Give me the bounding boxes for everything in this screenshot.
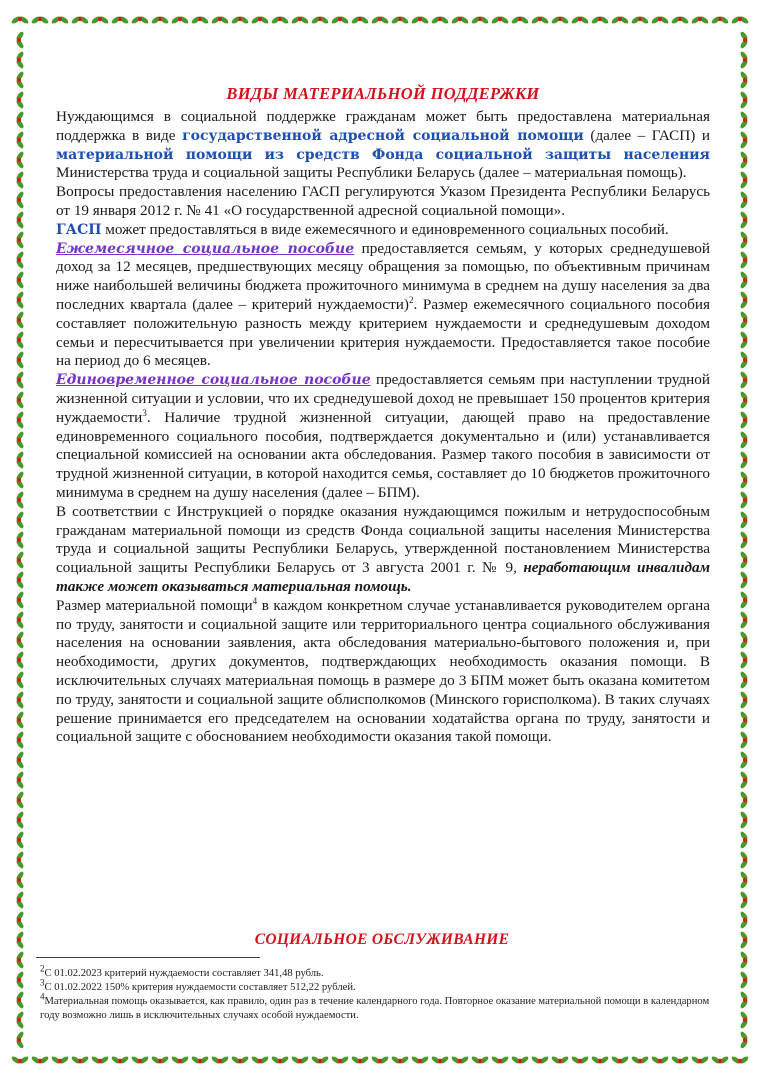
monthly-allowance-heading: Ежемесячное социальное пособие — [56, 240, 355, 257]
holly-sprig-icon — [739, 591, 749, 610]
holly-sprig-icon — [151, 15, 170, 25]
holly-sprig-icon — [591, 15, 610, 25]
holly-sprig-icon — [15, 611, 25, 630]
holly-sprig-icon — [251, 15, 270, 25]
holly-sprig-icon — [15, 731, 25, 750]
holly-sprig-icon — [15, 711, 25, 730]
holly-sprig-icon — [111, 15, 130, 25]
holly-sprig-icon — [691, 1055, 710, 1065]
holly-sprig-icon — [15, 871, 25, 890]
holly-sprig-icon — [739, 51, 749, 70]
holly-sprig-icon — [391, 1055, 410, 1065]
holly-sprig-icon — [15, 151, 25, 170]
holly-sprig-icon — [739, 891, 749, 910]
holly-sprig-icon — [15, 331, 25, 350]
holly-sprig-icon — [511, 15, 530, 25]
holly-sprig-icon — [311, 15, 330, 25]
holly-sprig-icon — [739, 631, 749, 650]
holly-sprig-icon — [739, 131, 749, 150]
monthly-text-1: предоставляется семьям, у которых среднедушевой доход за 12 месяцев, предшествующих месяцу обращения за помощью, по объективным причинам ниже наибольшей величины бюджета прожиточного минимума в среднем на душу населения за два последних квартала (далее – критерий нуждаемости) — [56, 239, 710, 313]
holly-sprig-icon — [15, 291, 25, 310]
footnote-number: 3 — [40, 977, 45, 988]
holly-sprig-icon — [431, 15, 450, 25]
holly-sprig-icon — [739, 1031, 749, 1050]
holly-sprig-icon — [15, 591, 25, 610]
holly-sprig-icon — [739, 291, 749, 310]
holly-sprig-icon — [411, 15, 430, 25]
footnote-number: 2 — [40, 963, 45, 974]
holly-sprig-icon — [15, 351, 25, 370]
holly-sprig-icon — [511, 1055, 530, 1065]
holly-sprig-icon — [739, 831, 749, 850]
holly-sprig-icon — [15, 1011, 25, 1030]
holly-sprig-icon — [131, 1055, 150, 1065]
holly-sprig-icon — [739, 451, 749, 470]
lump-sum-allowance-heading: Единовременное социальное пособие — [56, 372, 371, 389]
holly-sprig-icon — [15, 831, 25, 850]
holly-sprig-icon — [111, 1055, 130, 1065]
holly-sprig-icon — [15, 971, 25, 990]
holly-sprig-icon — [739, 271, 749, 290]
holly-sprig-icon — [739, 411, 749, 430]
holly-sprig-icon — [739, 691, 749, 710]
holly-sprig-icon — [739, 331, 749, 350]
holly-sprig-icon — [331, 15, 350, 25]
footnote-text: С 01.02.2022 150% критерия нуждаемости составляет 512,22 рублей. — [44, 982, 356, 993]
holly-sprig-icon — [91, 1055, 110, 1065]
intro-text-3: Министерства труда и социальной защиты Республики Беларусь (далее – материальная помощь). — [56, 164, 687, 182]
holly-sprig-icon — [739, 851, 749, 870]
holly-sprig-icon — [739, 751, 749, 770]
aid-amount-text-1: Размер материальной помощи — [56, 596, 253, 614]
holly-sprig-icon — [351, 1055, 370, 1065]
holly-sprig-icon — [739, 711, 749, 730]
holly-sprig-icon — [15, 811, 25, 830]
holly-sprig-icon — [15, 571, 25, 590]
holly-sprig-icon — [271, 15, 290, 25]
holly-sprig-icon — [331, 1055, 350, 1065]
holly-sprig-icon — [531, 1055, 550, 1065]
holly-sprig-icon — [15, 551, 25, 570]
holly-sprig-icon — [211, 15, 230, 25]
holly-sprig-icon — [591, 1055, 610, 1065]
holly-sprig-icon — [739, 611, 749, 630]
holly-sprig-icon — [15, 271, 25, 290]
holly-sprig-icon — [739, 251, 749, 270]
intro-text-1: Нуждающимся в социальной поддержке гражданам может быть предоставлена материальная поддержка в виде — [56, 108, 710, 144]
holly-sprig-icon — [371, 1055, 390, 1065]
monthly-text-2: . Размер ежемесячного социального пособия составляет положительную разность между критерием нуждаемости и среднедушевым доходом семьи и пересчитывается при увеличении критерия нуждаемости. Предоставляется такое пособие на период до 6 месяцев. — [56, 295, 710, 370]
holly-sprig-icon — [739, 511, 749, 530]
footnote-3 — [40, 977, 710, 995]
holly-sprig-icon — [631, 1055, 650, 1065]
holly-sprig-icon — [15, 171, 25, 190]
lump-sum-text-1: предоставляется семьям при наступлении трудной жизненной ситуации и условии, что их среднедушевой доход не превышает 150 процентов критерия нуждаемости — [56, 371, 710, 426]
holly-sprig-icon — [739, 71, 749, 90]
holly-sprig-icon — [15, 231, 25, 250]
holly-sprig-icon — [15, 511, 25, 530]
holly-sprig-icon — [15, 951, 25, 970]
holly-sprig-icon — [211, 1055, 230, 1065]
holly-sprig-icon — [739, 671, 749, 690]
holly-sprig-icon — [15, 911, 25, 930]
footnote-separator — [36, 957, 260, 958]
holly-sprig-icon — [451, 1055, 470, 1065]
holly-sprig-icon — [15, 891, 25, 910]
holly-sprig-icon — [15, 1031, 25, 1050]
holly-sprig-icon — [15, 71, 25, 90]
holly-sprig-icon — [571, 15, 590, 25]
paragraph-gasp-forms — [56, 221, 710, 240]
footnote-text: Материальная помощь оказывается, как правило, один раз в течение календарного года. Повторное оказание материальной помощи в календарном году возможно лишь в исключительных случаях особой нуждаемости. — [40, 996, 710, 1021]
holly-sprig-icon — [191, 15, 210, 25]
holly-sprig-icon — [15, 791, 25, 810]
intro-text-2: (далее – ГАСП) и — [583, 126, 710, 144]
holly-sprig-icon — [71, 15, 90, 25]
holly-sprig-icon — [391, 15, 410, 25]
section-title-social-services: СОЦИАЛЬНОЕ ОБСЛУЖИВАНИЕ — [254, 931, 510, 948]
holly-sprig-icon — [691, 15, 710, 25]
holly-sprig-icon — [15, 391, 25, 410]
gasp-forms-text: может предоставляться в виде ежемесячного и единовременного социальных пособий. — [101, 220, 669, 238]
holly-sprig-icon — [451, 15, 470, 25]
holly-sprig-icon — [15, 91, 25, 110]
holly-sprig-icon — [671, 15, 690, 25]
footnote-ref-4: 4 — [252, 595, 258, 606]
holly-sprig-icon — [15, 111, 25, 130]
holly-sprig-icon — [15, 671, 25, 690]
holly-sprig-icon — [739, 431, 749, 450]
footnote-4 — [40, 991, 710, 1023]
footnote-ref-2: 2 — [408, 294, 414, 305]
holly-sprig-icon — [739, 571, 749, 590]
holly-sprig-icon — [739, 791, 749, 810]
holly-sprig-icon — [739, 311, 749, 330]
holly-sprig-icon — [15, 411, 25, 430]
holly-sprig-icon — [15, 251, 25, 270]
holly-sprig-icon — [471, 1055, 490, 1065]
holly-sprig-icon — [31, 15, 50, 25]
holly-sprig-icon — [15, 491, 25, 510]
holly-sprig-icon — [739, 771, 749, 790]
holly-sprig-icon — [191, 1055, 210, 1065]
lump-sum-text-2: . Наличие трудной жизненной ситуации, дающей право на предоставление единовременного социального пособия, подтверждается документально и (или) устанавливается специальной комиссией на основании акта обследования. Размер такого пособия в зависимости от трудной жизненной ситуации, в которой находится семья, составляет до 10 бюджетов прожиточного минимума в среднем на душу населения (далее – БПМ). — [56, 408, 710, 501]
holly-sprig-icon — [131, 15, 150, 25]
holly-sprig-icon — [31, 1055, 50, 1065]
holly-sprig-icon — [739, 151, 749, 170]
holly-sprig-icon — [491, 1055, 510, 1065]
holly-sprig-icon — [311, 1055, 330, 1065]
holly-sprig-icon — [15, 991, 25, 1010]
holly-sprig-icon — [731, 1055, 750, 1065]
holly-sprig-icon — [739, 811, 749, 830]
holly-sprig-icon — [15, 371, 25, 390]
holly-sprig-icon — [739, 991, 749, 1010]
paragraph-aid-amount — [56, 597, 710, 747]
paragraph-intro — [56, 108, 710, 183]
holly-sprig-icon — [651, 15, 670, 25]
holly-sprig-icon — [739, 111, 749, 130]
holly-sprig-icon — [15, 471, 25, 490]
holly-sprig-icon — [739, 171, 749, 190]
holly-sprig-icon — [739, 551, 749, 570]
aid-amount-text-2: в каждом конкретном случае устанавливается руководителем органа по труду, занятости и социальной защите или территориального центра социального обслуживания населения на основании заявления, акта обследования материально-бытового положения и, при необходимости, других документов, подтверждающих необходимость оказания помощи. В исключительных случаях материальная помощь в размере до 3 БПМ может быть оказана комитетом по труду, занятости и социальной защите облисполкомов (Минского горисполкома). В таких случаях решение принимается его председателем на основании ходатайства органа по труду, занятости и социальной защите с обоснованием необходимости оказания такой помощи. — [56, 596, 710, 746]
holly-sprig-icon — [739, 731, 749, 750]
holly-sprig-icon — [15, 651, 25, 670]
instruction-text: В соответствии с Инструкцией о порядке оказания нуждающимся пожилым и нетрудоспособным гражданам материальной помощи из средств Фонда социальной защиты населения Министерства труда и социальной защиты Республики Беларусь, утвержденной постановлением Министерства социальной защиты Республики Беларусь от 3 августа 2001 г. № 9, — [56, 502, 710, 577]
holly-sprig-icon — [11, 1055, 30, 1065]
holly-sprig-icon — [551, 1055, 570, 1065]
document-body — [56, 84, 710, 747]
holly-sprig-icon — [15, 451, 25, 470]
holly-sprig-icon — [15, 851, 25, 870]
holly-sprig-icon — [15, 131, 25, 150]
holly-sprig-icon — [15, 431, 25, 450]
holly-sprig-icon — [711, 15, 730, 25]
holly-sprig-icon — [471, 15, 490, 25]
holly-sprig-icon — [491, 15, 510, 25]
holly-sprig-icon — [91, 15, 110, 25]
holly-sprig-icon — [739, 1011, 749, 1030]
holly-sprig-icon — [739, 231, 749, 250]
holly-sprig-icon — [291, 15, 310, 25]
holly-sprig-icon — [739, 531, 749, 550]
footnote-2 — [40, 963, 710, 981]
holly-sprig-icon — [231, 1055, 250, 1065]
holly-sprig-icon — [15, 51, 25, 70]
holly-sprig-icon — [739, 211, 749, 230]
footnote-number: 4 — [40, 991, 45, 1002]
holly-sprig-icon — [611, 1055, 630, 1065]
holly-sprig-icon — [739, 471, 749, 490]
holly-sprig-icon — [151, 1055, 170, 1065]
holly-sprig-icon — [739, 871, 749, 890]
holly-sprig-icon — [15, 771, 25, 790]
holly-sprig-icon — [251, 1055, 270, 1065]
holly-sprig-icon — [15, 691, 25, 710]
holly-sprig-icon — [551, 15, 570, 25]
holly-sprig-icon — [739, 971, 749, 990]
holly-sprig-icon — [371, 15, 390, 25]
footnote-text: С 01.02.2023 критерий нуждаемости составляет 341,48 рубль. — [44, 968, 324, 979]
holly-sprig-icon — [15, 31, 25, 50]
holly-sprig-icon — [711, 1055, 730, 1065]
paragraph-monthly-allowance — [56, 240, 710, 372]
holly-sprig-icon — [731, 15, 750, 25]
holly-sprig-icon — [11, 15, 30, 25]
footnote-ref-3: 3 — [142, 407, 147, 418]
holly-sprig-icon — [671, 1055, 690, 1065]
emphasis-fund: материальной помощи из средств Фонда социальной защиты населения — [56, 146, 710, 163]
holly-sprig-icon — [571, 1055, 590, 1065]
emphasis-gasp-short: ГАСП — [56, 221, 102, 238]
holly-sprig-icon — [171, 15, 190, 25]
holly-sprig-icon — [739, 191, 749, 210]
holly-sprig-icon — [51, 1055, 70, 1065]
emphasis-gasp: государственной адресной социальной помощи — [182, 127, 584, 144]
paragraph-decree: Вопросы предоставления населению ГАСП регулируются Указом Президента Республики Беларусь от 19 января 2012 г. № 41 «О государственной адресной социальной помощи». — [56, 183, 710, 219]
holly-sprig-icon — [531, 15, 550, 25]
holly-sprig-icon — [739, 911, 749, 930]
holly-sprig-icon — [271, 1055, 290, 1065]
paragraph-lump-sum-allowance — [56, 371, 710, 503]
page-title: ВИДЫ МАТЕРИАЛЬНОЙ ПОДДЕРЖКИ — [226, 84, 540, 103]
holly-sprig-icon — [739, 31, 749, 50]
holly-sprig-icon — [739, 371, 749, 390]
holly-sprig-icon — [651, 1055, 670, 1065]
holly-sprig-icon — [351, 15, 370, 25]
holly-sprig-icon — [739, 91, 749, 110]
holly-sprig-icon — [739, 391, 749, 410]
holly-sprig-icon — [739, 491, 749, 510]
holly-sprig-icon — [15, 311, 25, 330]
holly-sprig-icon — [51, 15, 70, 25]
holly-sprig-icon — [15, 191, 25, 210]
paragraph-instruction — [56, 503, 710, 597]
holly-sprig-icon — [171, 1055, 190, 1065]
holly-sprig-icon — [15, 211, 25, 230]
holly-sprig-icon — [611, 15, 630, 25]
holly-sprig-icon — [231, 15, 250, 25]
footnotes — [40, 963, 710, 1023]
instruction-emphasis: неработающим инвалидам также может оказываться материальная помощь. — [56, 559, 710, 595]
holly-sprig-icon — [739, 651, 749, 670]
holly-sprig-icon — [739, 351, 749, 370]
holly-sprig-icon — [739, 951, 749, 970]
holly-sprig-icon — [71, 1055, 90, 1065]
holly-sprig-icon — [411, 1055, 430, 1065]
holly-sprig-icon — [15, 531, 25, 550]
holly-sprig-icon — [15, 631, 25, 650]
holly-sprig-icon — [631, 15, 650, 25]
holly-sprig-icon — [15, 751, 25, 770]
holly-sprig-icon — [431, 1055, 450, 1065]
holly-sprig-icon — [291, 1055, 310, 1065]
